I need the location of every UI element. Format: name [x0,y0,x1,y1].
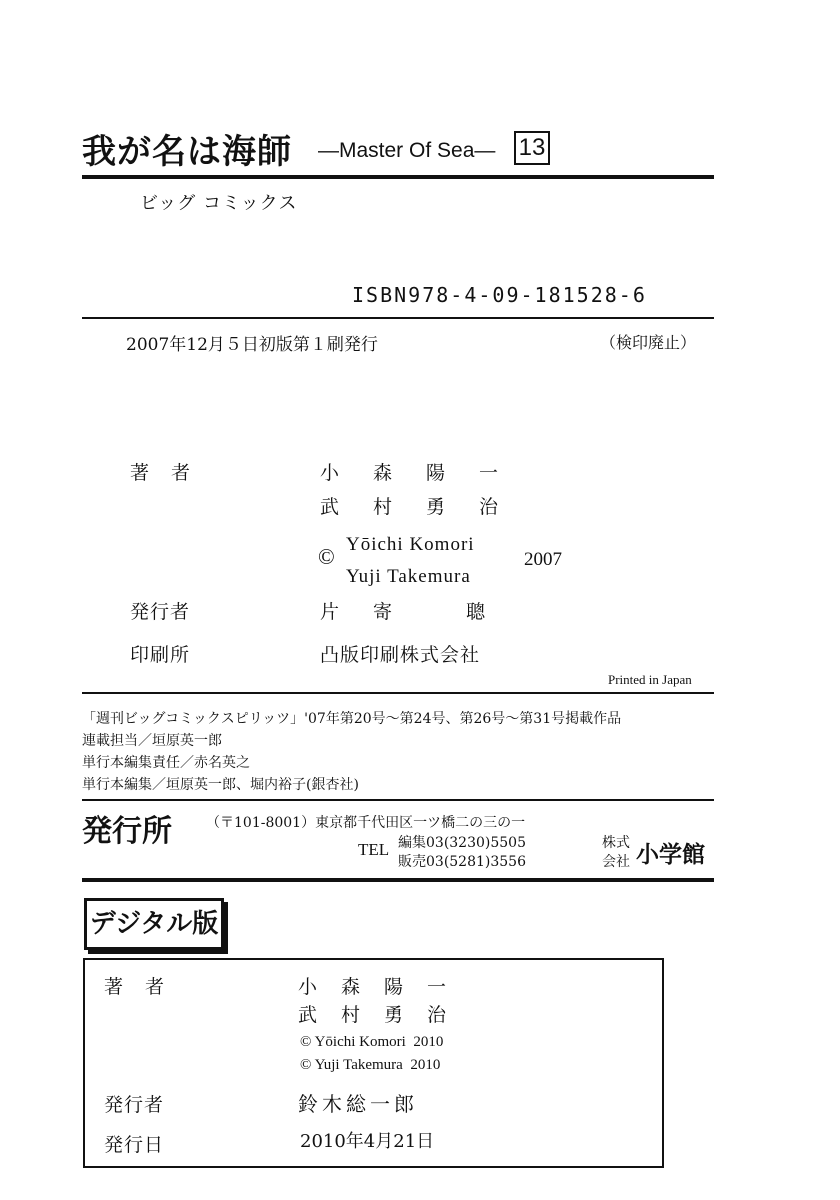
digital-author-label: 著 者 [104,976,173,998]
title-rule [82,175,714,179]
office-address: （〒101-8001）東京都千代田区一ツ橋二の三の一 [206,815,526,831]
office-label: 発行所 [82,814,172,849]
digital-publisher-name: 鈴木総一郎 [298,1092,418,1116]
digital-author-name-2: 武村勇治 [298,1004,471,1026]
digital-release-date: 2010年4月21日 [300,1131,435,1152]
book-title: 我が名は海師 [82,132,292,172]
digital-edition-label: デジタル版 [89,909,219,939]
book-subtitle: —Master Of Sea— [318,139,496,162]
digital-copyright-2: © Yuji Takemura 2010 [300,1057,441,1073]
company-name: 小学館 [636,842,705,868]
printed-in-japan: Printed in Japan [608,672,692,687]
copyright-symbol: © [318,544,335,569]
copyright-name-2: Yuji Takemura [346,566,471,587]
serial-editor: 連載担当／垣原英一郎 [82,733,222,749]
digital-edition-badge [84,898,224,950]
digital-author-name-1: 小森陽一 [298,976,471,998]
first-edition-date: 2007年12月５日初版第１刷発行 [126,335,378,355]
printer-label: 印刷所 [130,644,191,666]
office-top-rule [82,799,714,801]
copyright-name-1: Yōichi Komori [346,534,475,555]
digital-copyright-1: © Yōichi Komori 2010 [300,1034,444,1050]
tel-editorial: 編集03(3230)5505 [398,835,526,851]
digital-publisher-label: 発行者 [104,1094,165,1116]
copyright-year: 2007 [524,549,562,570]
office-bottom-rule [82,878,714,882]
seal-notice: （検印廃止） [600,333,697,352]
isbn: ISBN978-4-09-181528-6 [352,283,647,307]
volume-editor-chief: 単行本編集責任／赤名英之 [82,755,250,771]
printer-name: 凸版印刷株式会社 [320,644,481,666]
credits-rule [82,692,714,694]
serialization-note: 「週刊ビッグコミックスピリッツ」'07年第20号～第24号、第26号～第31号掲載作品 [82,711,622,727]
series-name: ビッグ コミックス [140,193,298,214]
author-name-1: 小森陽一 [320,462,533,484]
isbn-rule [82,317,714,319]
company-prefix-bottom: 会社 [602,854,630,870]
volume-number: 13 [514,131,550,165]
author-name-2: 武村勇治 [320,496,533,518]
publisher-label: 発行者 [130,601,191,623]
tel-label: TEL [358,840,390,859]
volume-editors: 単行本編集／垣原英一郎、堀内裕子(銀杏社) [82,777,359,793]
digital-date-label: 発行日 [104,1134,165,1156]
company-prefix-top: 株式 [602,835,630,851]
publisher-name: 片寄 聰 [320,601,520,623]
author-label: 著 者 [130,462,199,484]
tel-sales: 販売03(5281)3556 [398,854,526,870]
